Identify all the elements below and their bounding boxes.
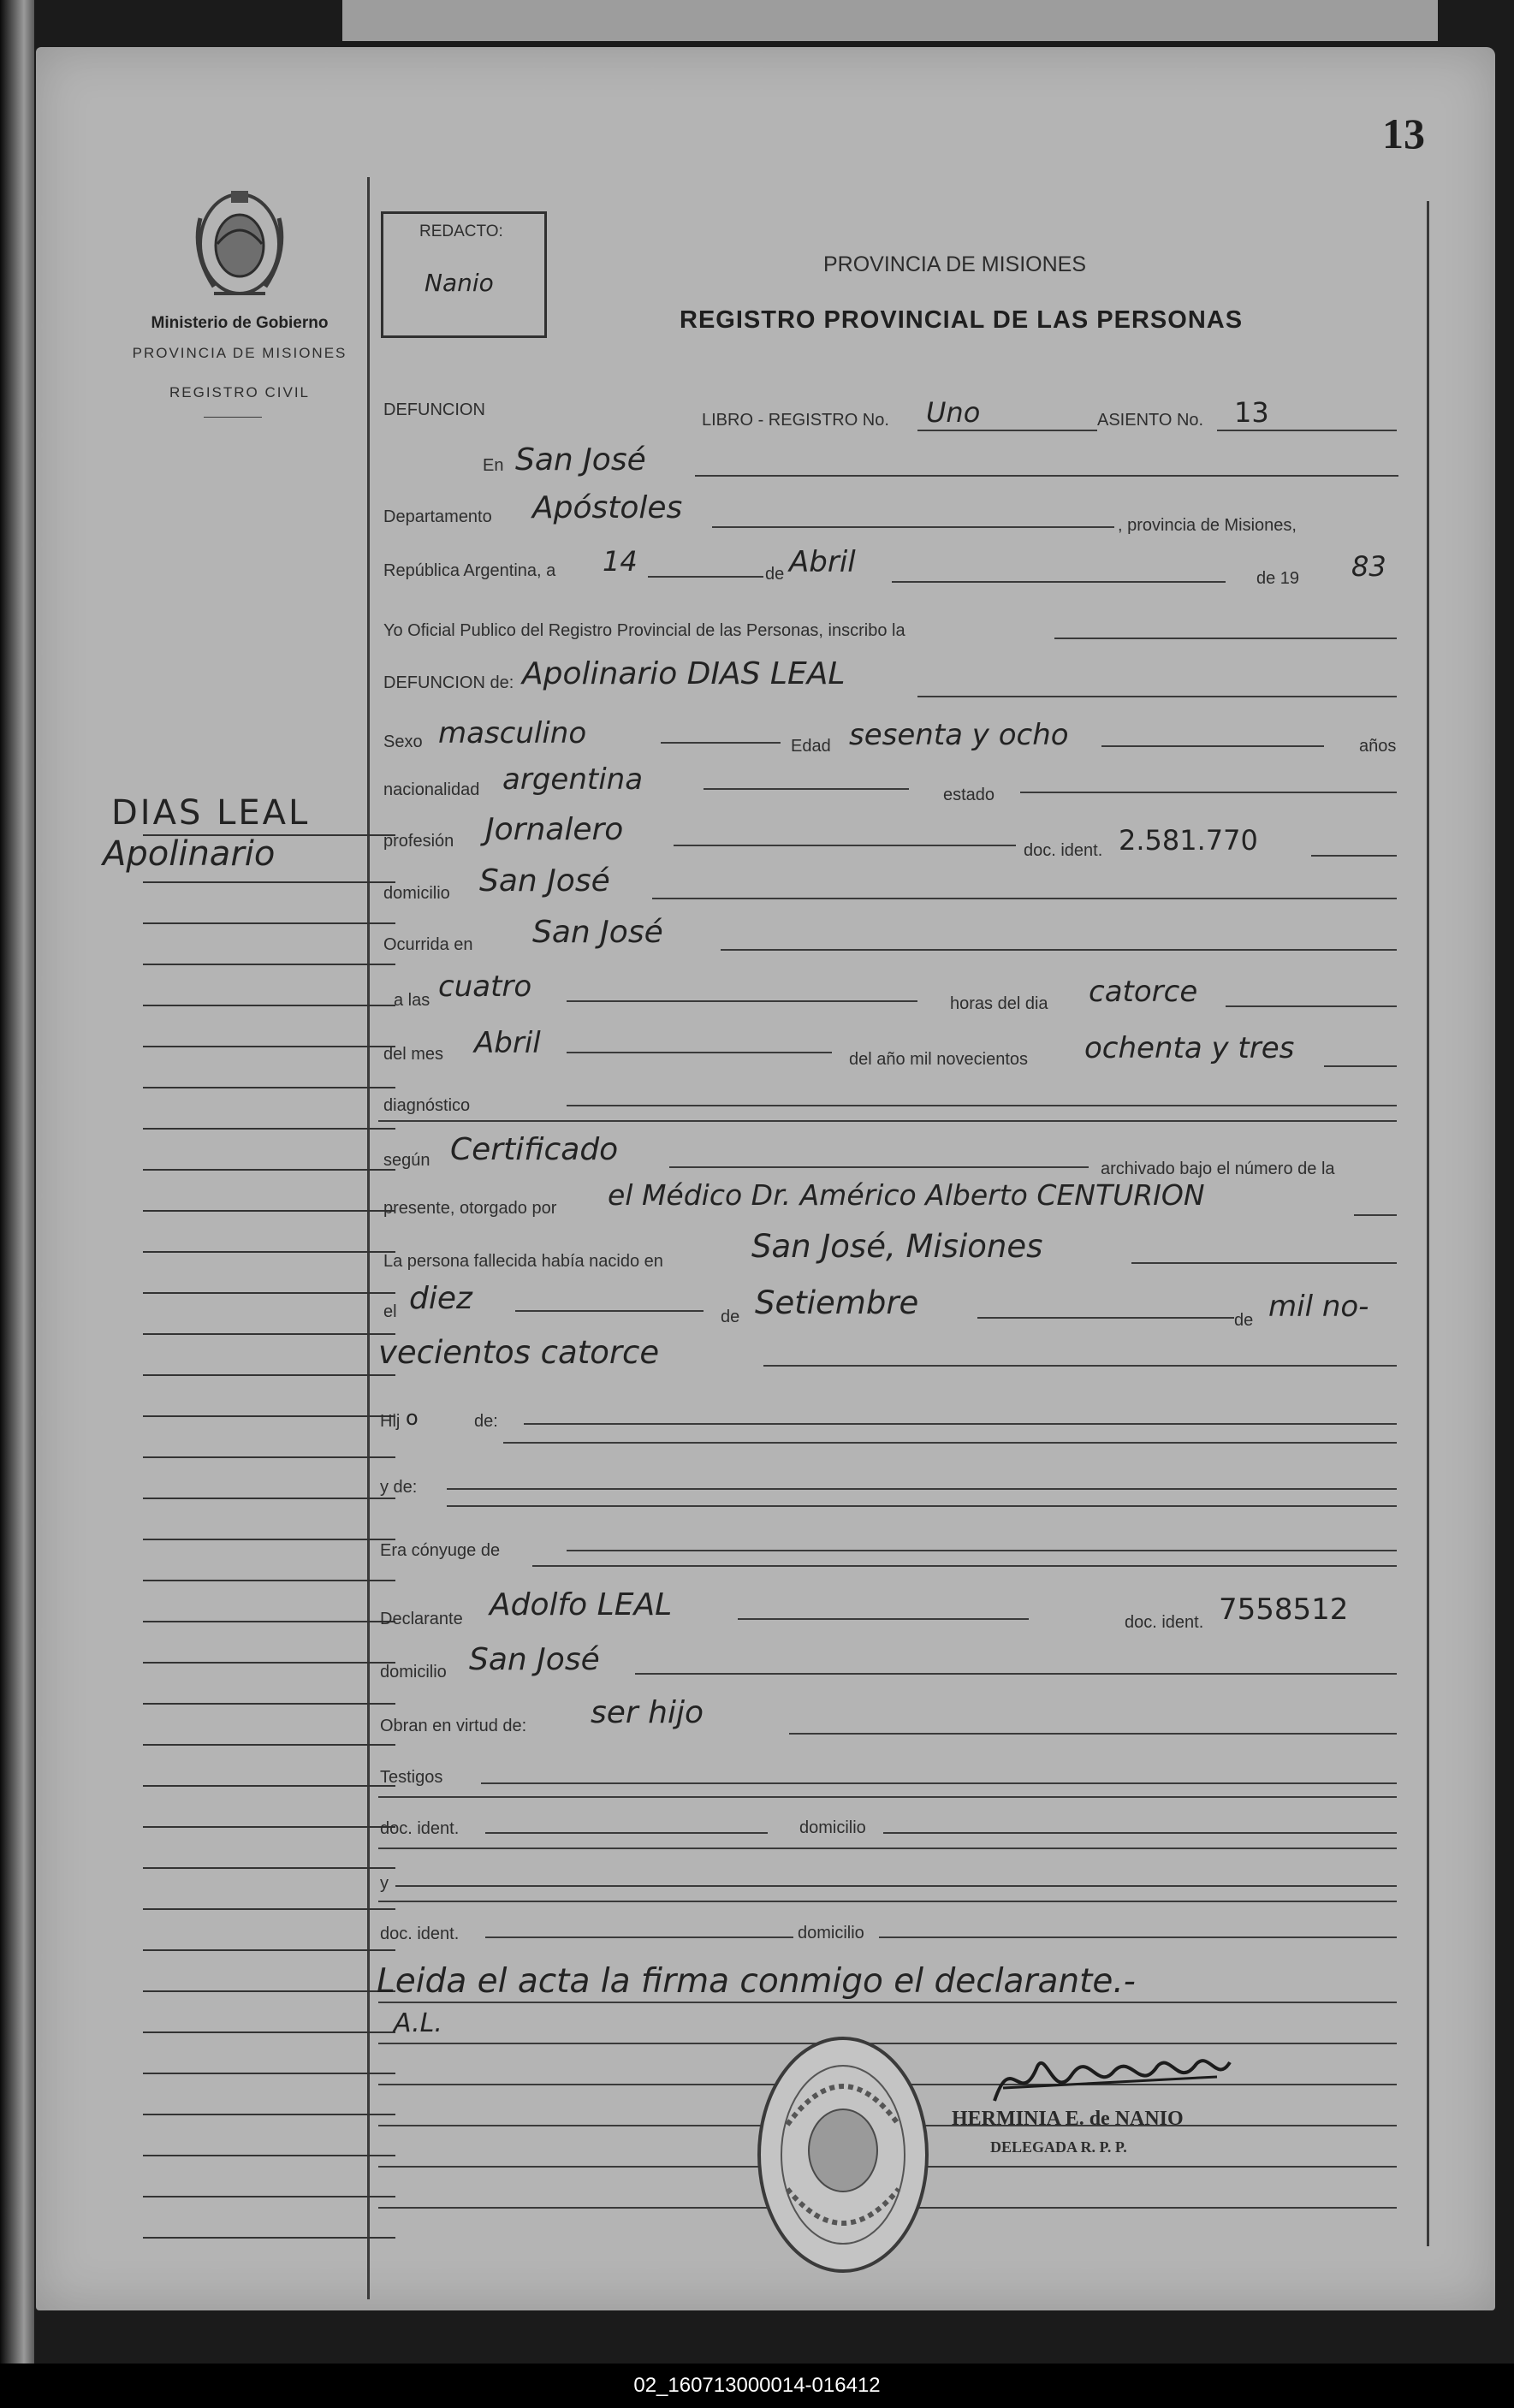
de2-label: de: [721, 1308, 740, 1326]
el-label: el: [383, 1302, 397, 1321]
ministry-name: Ministerio de Gobierno: [151, 314, 329, 332]
nacionalidad-value: argentina: [502, 762, 644, 797]
del-ano-value: ochenta y tres: [1084, 1031, 1295, 1065]
declarante-doc-label: doc. ident.: [1125, 1613, 1204, 1632]
hijo-value: o: [406, 1406, 419, 1430]
record-type: DEFUNCION: [383, 400, 485, 419]
declarante-label: Declarante: [380, 1610, 463, 1628]
margin-rule-line: [143, 1580, 395, 1581]
margin-rule-line: [143, 1128, 395, 1130]
edad-label: Edad: [791, 737, 831, 756]
margin-rule-line: [143, 1333, 395, 1335]
edad-value: sesenta y ocho: [849, 718, 1069, 752]
veciento-value: vecientos catorce: [378, 1334, 660, 1371]
doc-ident-value: 2.581.770: [1119, 824, 1258, 857]
departamento-label: Departamento: [383, 507, 492, 526]
obran-value: ser hijo: [591, 1695, 704, 1730]
margin-rule-line: [143, 1251, 395, 1253]
del-ano-label: del año mil novecientos: [849, 1050, 1029, 1069]
de3-value: mil no-: [1268, 1290, 1369, 1324]
margin-rule-line: [143, 1498, 395, 1499]
signature-title: DELEGADA R. P. P.: [990, 2138, 1127, 2156]
oficial-label: Yo Oficial Publico del Registro Provincial de las Personas, inscribo la: [383, 621, 905, 640]
horas-label: horas del dia: [950, 994, 1048, 1013]
testigo1-dom-label: domicilio: [799, 1818, 866, 1837]
hijo-de-label: de:: [474, 1412, 498, 1431]
testigo-y-label: y: [380, 1874, 389, 1893]
diagnostico-label: diagnóstico: [383, 1096, 471, 1115]
defuncion-de-label: DEFUNCION de:: [383, 673, 514, 692]
segun-value: Certificado: [450, 1132, 619, 1167]
margin-rule-line: [143, 1990, 395, 1992]
declarante-domicilio-label: domicilio: [380, 1663, 447, 1681]
margin-rule-line: [143, 1949, 395, 1951]
margin-rule-line: [143, 1744, 395, 1746]
redacto-value: Nanio: [425, 269, 494, 297]
signature-name: HERMINIA E. de NANIO: [952, 2108, 1184, 2130]
defuncion-de-value: Apolinario DIAS LEAL: [522, 656, 846, 691]
left-frame-line: [367, 177, 370, 2299]
sexo-value: masculino: [438, 716, 587, 750]
closing-text: Leida el acta la firma conmigo el declarante.-: [377, 1962, 1136, 2001]
margin-rule-line: [143, 1785, 395, 1787]
declarante-doc-value: 7558512: [1219, 1592, 1349, 1627]
margin-rule-line: [143, 1621, 395, 1622]
margin-rule-line: [143, 1005, 395, 1006]
estado-label: estado: [943, 786, 995, 804]
margin-rule-line: [143, 1867, 395, 1869]
book-spine: [0, 0, 34, 2408]
registry-title: REGISTRO PROVINCIAL DE LAS PERSONAS: [680, 306, 1244, 334]
image-id-footer: 02_160713000014-016412: [0, 2364, 1514, 2408]
profesion-label: profesión: [383, 832, 454, 851]
conyuge-label: Era cónyuge de: [380, 1541, 501, 1560]
margin-rule-line: [143, 1826, 395, 1828]
province-subtitle: PROVINCIA DE MISIONES: [132, 345, 347, 361]
dia-value: 14: [603, 545, 638, 578]
margin-rule-line: [143, 1456, 395, 1458]
presente-value: el Médico Dr. Américo Alberto CENTURION: [608, 1178, 1205, 1212]
de-label: de: [765, 565, 785, 584]
testigos-label: Testigos: [380, 1768, 443, 1787]
margin-rule-line: [143, 881, 395, 883]
segun-label: según: [383, 1151, 430, 1170]
testigo2-doc-label: doc. ident.: [380, 1925, 460, 1943]
asiento-value: 13: [1234, 396, 1269, 429]
domicilio-value: San José: [479, 863, 610, 899]
de3-label: de: [1234, 1311, 1254, 1330]
margin-rule-line: [143, 1087, 395, 1088]
margin-rule-line: [143, 2196, 395, 2197]
margin-rule-line: [143, 2114, 395, 2115]
redacto-label: REDACTO:: [419, 222, 503, 240]
y-de-label: y de:: [380, 1478, 418, 1497]
en-value: San José: [515, 442, 646, 477]
margin-rule-line: [143, 922, 395, 924]
margin-rule-line: [143, 1703, 395, 1705]
margin-rule-line: [143, 964, 395, 965]
mes-value: Abril: [789, 545, 856, 579]
margin-rule-line: [143, 1210, 395, 1212]
obran-label: Obran en virtud de:: [380, 1717, 527, 1735]
signature-icon: [986, 2041, 1234, 2118]
official-seal-icon: [753, 2031, 933, 2279]
el-value: diez: [409, 1281, 472, 1316]
margin-rule-line: [143, 1908, 395, 1910]
margin-rule-line: [143, 1374, 395, 1376]
nacido-value: San José, Misiones: [751, 1228, 1043, 1265]
margin-rule-line: [143, 1415, 395, 1417]
profesion-value: Jornalero: [485, 812, 624, 847]
coat-of-arms-icon: [188, 184, 291, 304]
asiento-label: ASIENTO No.: [1097, 411, 1204, 430]
republica-label: República Argentina, a: [383, 561, 556, 580]
presente-label: presente, otorgado por: [383, 1199, 557, 1218]
doc-ident-label: doc. ident.: [1024, 841, 1103, 860]
sexo-label: Sexo: [383, 732, 423, 751]
de2-value: Setiembre: [755, 1284, 919, 1321]
nacionalidad-label: nacionalidad: [383, 780, 480, 799]
document-page: [36, 47, 1495, 2310]
testigo2-dom-label: domicilio: [798, 1924, 864, 1942]
margin-rule-line: [143, 1046, 395, 1047]
margin-rule-line: [143, 1292, 395, 1294]
margin-rule-line: [143, 2155, 395, 2156]
margin-rule-line: [143, 2031, 395, 2033]
domicilio-label: domicilio: [383, 884, 450, 903]
declarante-value: Adolfo LEAL: [490, 1587, 673, 1622]
page-number: 13: [1382, 110, 1425, 157]
anos-label: años: [1359, 737, 1397, 756]
horas-value: catorce: [1089, 975, 1198, 1009]
a-las-label: a las: [394, 991, 430, 1010]
provincia-label: , provincia de Misiones,: [1118, 516, 1297, 535]
libro-label: LIBRO - REGISTRO No.: [702, 411, 889, 430]
redacto-box: [381, 211, 547, 338]
hijo-label: Hij: [380, 1412, 401, 1431]
margin-name: Apolinario: [103, 834, 276, 874]
margin-surname: DIAS LEAL: [111, 793, 311, 833]
province-title: PROVINCIA DE MISIONES: [823, 252, 1087, 276]
margin-rule-line: [143, 2073, 395, 2074]
en-label: En: [483, 456, 504, 475]
divider: [204, 417, 262, 418]
ocurrida-label: Ocurrida en: [383, 935, 473, 954]
del-mes-value: Abril: [474, 1026, 541, 1060]
margin-rule-line: [143, 2237, 395, 2239]
book-top-edge: [342, 0, 1438, 41]
margin-rule-line: [143, 1169, 395, 1171]
declarante-domicilio-value: San José: [469, 1642, 600, 1677]
a-las-value: cuatro: [438, 970, 532, 1004]
registry-subtitle: REGISTRO CIVIL: [169, 384, 311, 400]
libro-value: Uno: [926, 396, 981, 429]
departamento-value: Apóstoles: [532, 490, 683, 525]
closing-initials: A.L.: [394, 2008, 442, 2038]
right-frame-line: [1427, 201, 1429, 2246]
anio-value: 83: [1351, 550, 1386, 583]
margin-rule-line: [143, 1539, 395, 1540]
archivado-label: archivado bajo el número de la: [1101, 1160, 1335, 1178]
nacido-label: La persona fallecida había nacido en: [383, 1252, 663, 1271]
ocurrida-value: San José: [532, 915, 663, 950]
del-mes-label: del mes: [383, 1045, 444, 1064]
margin-rule-line: [143, 1662, 395, 1664]
de-anio-label: de 19: [1256, 569, 1300, 588]
testigo1-doc-label: doc. ident.: [380, 1819, 460, 1838]
